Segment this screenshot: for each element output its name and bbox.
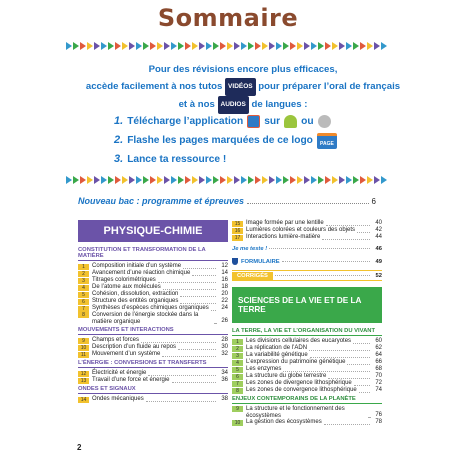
chapter-page: 72 — [375, 380, 382, 386]
toc-item[interactable] — [78, 396, 228, 403]
chapter-page: 68 — [375, 366, 382, 372]
chapter-number: 3 — [232, 353, 243, 359]
chapter-page: 36 — [221, 377, 228, 383]
android-icon — [284, 115, 297, 128]
chapter-page: 12 — [221, 263, 228, 269]
chapter-number: 7 — [232, 381, 243, 387]
audios-badge: AUDIOS — [218, 96, 249, 114]
toc-item[interactable] — [78, 351, 228, 358]
chapter-page: 42 — [375, 227, 382, 233]
chapter-number: 10 — [78, 345, 89, 351]
chapter-title: Description d’un fluide au repos — [92, 344, 177, 350]
section-title: MOUVEMENTS ET INTERACTIONS — [78, 327, 228, 335]
toc-item[interactable] — [78, 370, 228, 377]
chapter-title: Synthèses d’espèces chimiques organiques — [92, 305, 209, 311]
section-title: LA TERRE, LA VIE ET L’ORGANISATION DU VIVANT — [232, 328, 382, 336]
chapter-title: Interactions lumière-matière — [246, 234, 321, 240]
chapter-page: 24 — [221, 305, 228, 311]
chapter-title: Électricité et énergie — [92, 370, 147, 376]
chapter-number: 5 — [78, 292, 89, 298]
toc-item[interactable] — [78, 337, 228, 344]
chapter-page: 40 — [375, 220, 382, 226]
toc-item[interactable] — [78, 298, 228, 305]
chapter-number: 16 — [232, 228, 243, 234]
section-title: ONDES ET SIGNAUX — [78, 386, 228, 394]
chapter-title: Les zones de convergence lithosphérique — [246, 387, 357, 393]
chapter-page: 20 — [221, 291, 228, 297]
shield-icon — [232, 258, 238, 265]
chapter-number: 4 — [232, 360, 243, 366]
chapter-title: Les divisions cellulaires des eucaryotes — [246, 338, 352, 344]
toc-item[interactable] — [232, 345, 382, 352]
step-2: 2. Flashe les pages marquées de ce logo PAGE — [114, 131, 337, 150]
toc-item[interactable] — [232, 359, 382, 366]
physique-sections — [78, 247, 228, 403]
chapter-title: Structure des entités organiques — [92, 298, 179, 304]
intro-line-1: Pour des révisions encore plus efficaces, — [148, 64, 338, 75]
chapter-title: Titrages colorimétriques — [92, 277, 156, 283]
toc-item[interactable] — [78, 291, 228, 298]
section-title: L’ÉNERGIE : CONVERSIONS ET TRANSFERTS — [78, 360, 228, 368]
chapter-number: 13 — [78, 378, 89, 384]
chapter-title: La structure et le fonctionnement des écosystèmes — [246, 406, 345, 419]
svt-sections — [232, 328, 382, 426]
chapter-page: 34 — [221, 370, 228, 376]
right-column — [232, 220, 382, 426]
chapter-title: Conversion de l’énergie stockée dans la matière organique — [92, 312, 199, 325]
chapter-title: Ondes mécaniques — [92, 396, 144, 402]
chapter-page: 16 — [221, 277, 228, 283]
toc-je-me-teste[interactable]: Je me teste ! 46 — [232, 245, 382, 252]
step-1: 1. Télécharge l’application sur ou — [114, 112, 337, 131]
toc-item[interactable] — [232, 227, 382, 234]
chapter-number: 8 — [232, 388, 243, 394]
toc-item[interactable] — [78, 263, 228, 270]
chapter-number: 17 — [232, 235, 243, 241]
svt-band: SCIENCES DE LA VIE ET DE LA TERRE — [232, 287, 382, 323]
toc-item[interactable] — [232, 387, 382, 394]
toc-item[interactable] — [78, 344, 228, 351]
toc-item[interactable] — [232, 380, 382, 387]
toc-item[interactable] — [78, 270, 228, 277]
chapter-number: 2 — [78, 271, 89, 277]
chapter-page: 18 — [221, 284, 228, 290]
videos-badge: VIDÉOS — [225, 78, 256, 96]
chapter-page: 60 — [375, 338, 382, 344]
chapter-title: Avancement d’une réaction chimique — [92, 270, 191, 276]
chapter-title: La structure du globe terrestre — [246, 373, 327, 379]
chapter-number: 3 — [78, 278, 89, 284]
chapter-title: Composition initiale d’un système — [92, 263, 182, 269]
chapter-page: 38 — [221, 396, 228, 402]
chapter-title: Champs et forces — [92, 337, 140, 343]
toc-item[interactable] — [232, 352, 382, 359]
chapter-page: 64 — [375, 352, 382, 358]
intro-line-3: et à nos AUDIOS de langues : — [70, 96, 416, 114]
toc-item[interactable] — [232, 373, 382, 380]
chapter-page: 44 — [375, 234, 382, 240]
toc-item[interactable] — [78, 284, 228, 291]
chapter-number: 14 — [78, 397, 89, 403]
chapter-title: La réplication de l’ADN — [246, 345, 308, 351]
toc-item[interactable] — [232, 338, 382, 345]
chapter-number: 9 — [232, 406, 243, 412]
chapter-page: 30 — [221, 344, 228, 350]
chapter-number: 11 — [78, 352, 89, 358]
toc-nouveau-bac[interactable]: Nouveau bac : programme et épreuves 6 — [78, 196, 376, 206]
apple-icon — [318, 115, 331, 128]
chapter-number: 6 — [78, 299, 89, 305]
section-title: ENJEUX CONTEMPORAINS DE LA PLANÈTE — [232, 396, 382, 404]
chapter-title: Lumières colorées et couleurs des objets — [246, 227, 356, 233]
chapter-page: 78 — [375, 419, 382, 425]
chapter-number: 1 — [78, 264, 89, 270]
chapter-number: 9 — [78, 338, 89, 344]
page-title: Sommaire — [157, 4, 299, 32]
toc-formulaire[interactable]: FORMULAIRE 49 — [232, 256, 382, 267]
page-logo-icon: PAGE — [317, 133, 337, 149]
toc-item[interactable] — [232, 419, 382, 426]
chapter-title: Mouvement d’un système — [92, 351, 161, 357]
chapter-title: Cohésion, dissolution, extraction — [92, 291, 179, 297]
toc-item[interactable] — [232, 366, 382, 373]
toc-item[interactable] — [78, 377, 228, 384]
chapter-number: 5 — [232, 367, 243, 373]
chapter-page: 22 — [221, 298, 228, 304]
chapter-title: Travail d’une force et énergie — [92, 377, 170, 383]
toc-item[interactable] — [78, 312, 228, 325]
intro-text — [70, 62, 416, 114]
chapter-title: L’expression du patrimoine génétique — [246, 359, 346, 365]
chapter-number: 6 — [232, 374, 243, 380]
chapter-title: La variabilité génétique — [246, 352, 308, 358]
triangle-border-top — [66, 42, 390, 50]
chapter-page: 28 — [221, 337, 228, 343]
chapter-number: 8 — [78, 312, 89, 318]
triangle-border-bottom — [66, 176, 390, 184]
chapter-title: Les enzymes — [246, 366, 282, 372]
chapter-page: 74 — [375, 387, 382, 393]
chapter-number: 7 — [78, 306, 89, 312]
toc-item[interactable] — [232, 220, 382, 227]
right-top-items — [232, 220, 382, 241]
chapter-title: Image formée par une lentille — [246, 220, 324, 226]
chapter-number: 12 — [78, 371, 89, 377]
step-3: 3. Lance ta ressource ! — [114, 153, 227, 165]
toc-item[interactable] — [78, 305, 228, 312]
page-app-icon — [247, 115, 260, 128]
physique-band: PHYSIQUE-CHIMIE — [78, 220, 228, 242]
page-number: 2 — [77, 443, 82, 452]
chapter-number: 4 — [78, 285, 89, 291]
toc-item[interactable] — [232, 406, 382, 419]
chapter-number: 1 — [232, 339, 243, 345]
steps-list — [114, 112, 337, 169]
chapter-page: 14 — [221, 270, 228, 276]
chapter-title: Les zones de divergence lithosphérique — [246, 380, 352, 386]
chapter-page: 62 — [375, 345, 382, 351]
chapter-page: 76 — [375, 412, 382, 418]
chapter-number: 2 — [232, 346, 243, 352]
physique-column — [78, 220, 228, 403]
toc-item[interactable] — [78, 277, 228, 284]
section-title: CONSTITUTION ET TRANSFORMATION DE LA MATIÈRE — [78, 247, 228, 261]
chapter-number: 10 — [232, 420, 243, 426]
toc-item[interactable] — [232, 234, 382, 241]
chapter-page: 70 — [375, 373, 382, 379]
chapter-page: 26 — [221, 318, 228, 324]
chapter-title: De l’atome aux molécules — [92, 284, 161, 290]
toc-corriges[interactable]: CORRIGÉS 52 — [232, 270, 382, 281]
chapter-title: La gestion des écosystèmes — [246, 419, 322, 425]
chapter-page: 32 — [221, 351, 228, 357]
chapter-page: 66 — [375, 359, 382, 365]
intro-line-2: accède facilement à nos tutos VIDÉOS pour préparer l’oral de français — [70, 78, 416, 96]
chapter-number: 15 — [232, 221, 243, 227]
